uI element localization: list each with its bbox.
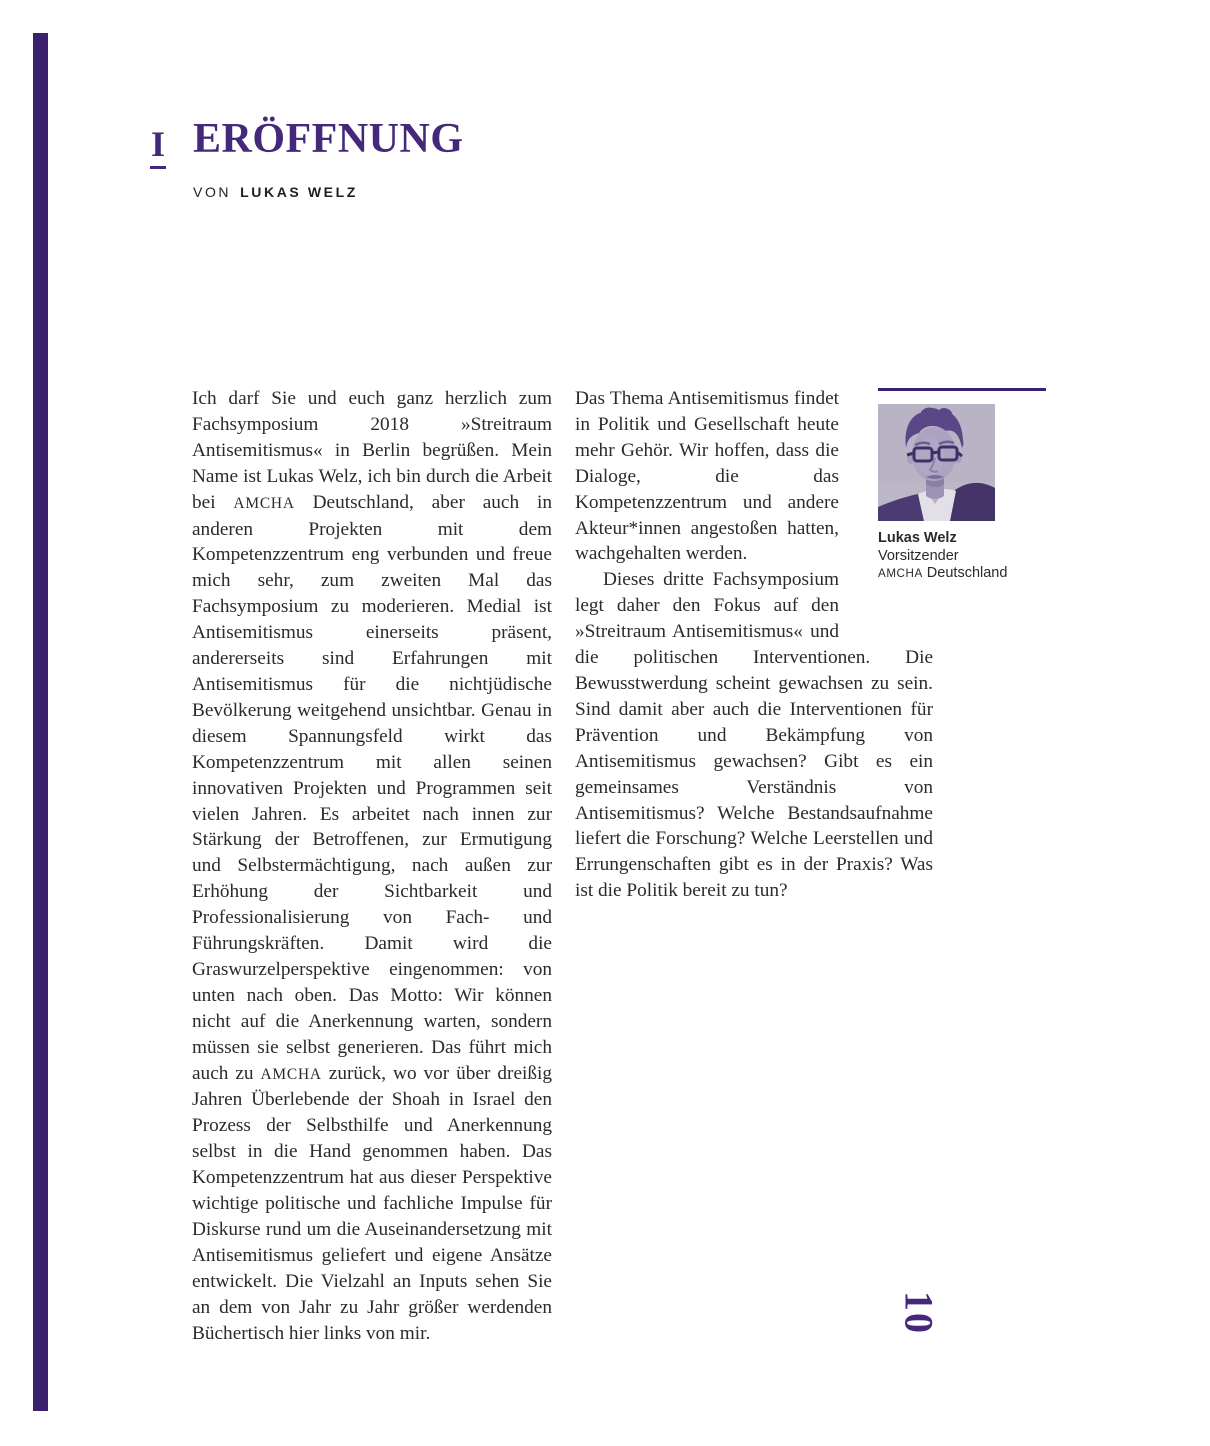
- caption-name: Lukas Welz: [878, 530, 957, 546]
- page-number: 10: [896, 1291, 942, 1335]
- photo-caption: [878, 530, 1046, 583]
- byline-author: LUKAS WELZ: [240, 184, 358, 200]
- section-heading: [150, 118, 464, 169]
- author-photo-block: [878, 388, 1046, 583]
- photo-top-rule: [878, 388, 1046, 391]
- paragraph-left: Ich darf Sie und euch ganz herzlich zum Fachsymposium 2018 »Streitraum Antisemitismus« in Berlin begrüßen. Mein Name ist Lukas Welz, ich bin durch die Arbeit bei AMCHA Deutschland, aber auch in anderen Projekten mit dem Kompetenzzentrum eng verbunden und freue mich sehr, zum zweiten Mal das Fachsymposium zu moderieren. Medial ist Antisemitismus einerseits präsent, andererseits sind Erfahrungen mit Antisemitismus für die nichtjüdische Bevölkerung weitgehend unsichtbar. Genau in diesem Spannungsfeld wirkt das Kompetenzzentrum mit allen seinen innovativen Projekten und Programmen seit vielen Jahren. Es arbeitet nach innen zur Stärkung der Betroffenen, zur Ermutigung und Selbstermächtigung, nach außen zur Erhöhung der Sichtbarkeit und Professionalisierung von Fach- und Führungskräften. Damit wird die Graswurzelperspektive eingenommen: von unten nach oben. Das Motto: Wir können nicht auf die Anerkennung warten, sondern müssen sie selbst generieren. Das führt mich auch zu AMCHA zurück, wo vor über dreißig Jahren Überlebende der Shoah in Israel den Prozess der Selbsthilfe und Anerkennung selbst in die Hand genommen haben. Das Kompetenzzentrum hat aus dieser Perspektive wichtige politische und fachliche Impulse für Diskurse rund um die Auseinandersetzung mit Antisemitismus geliefert und eigene Ansätze entwickelt. Die Vielzahl an Inputs sehen Sie an dem von Jahr zu Jahr größer werdenden Büchertisch hier links von mir.: [192, 388, 552, 1344]
- section-numeral: I: [150, 126, 166, 169]
- byline: [193, 184, 358, 200]
- byline-prefix: VON: [193, 184, 232, 200]
- portrait-photo: [878, 404, 995, 521]
- caption-role: Vorsitzender: [878, 547, 959, 564]
- caption-organization: AMCHA Deutschland: [878, 565, 1008, 581]
- text-column-left: [192, 386, 552, 1347]
- left-accent-bar: [33, 33, 48, 1411]
- paragraph-right-1: Das Thema Antisemitismus findet in Politik und Gesellschaft heute mehr Gehör. Wir hoffen, dass die Dialoge, die das Kompetenzzentrum und andere Akteur*innen angestoßen hatten, wachgehalten werden.: [575, 388, 839, 565]
- page-title: ERÖFFNUNG: [193, 116, 464, 162]
- paragraph-right-2: Dieses dritte Fachsymposium legt daher den Fokus auf den »Streitraum Antisemitismus« und die politischen Interventionen. Die Bewusstwerdung scheint gewachsen zu sein. Sind damit aber auch die Interventionen für Prävention und Bekämpfung von Antisemitismus gewachsen? Gibt es ein gemeinsames Verständnis von Antisemitismus? Welche Bestandsaufnahme liefert die Forschung? Welche Leerstellen und Errungenschaften gibt es in der Praxis? Was ist die Politik bereit zu tun?: [575, 569, 933, 902]
